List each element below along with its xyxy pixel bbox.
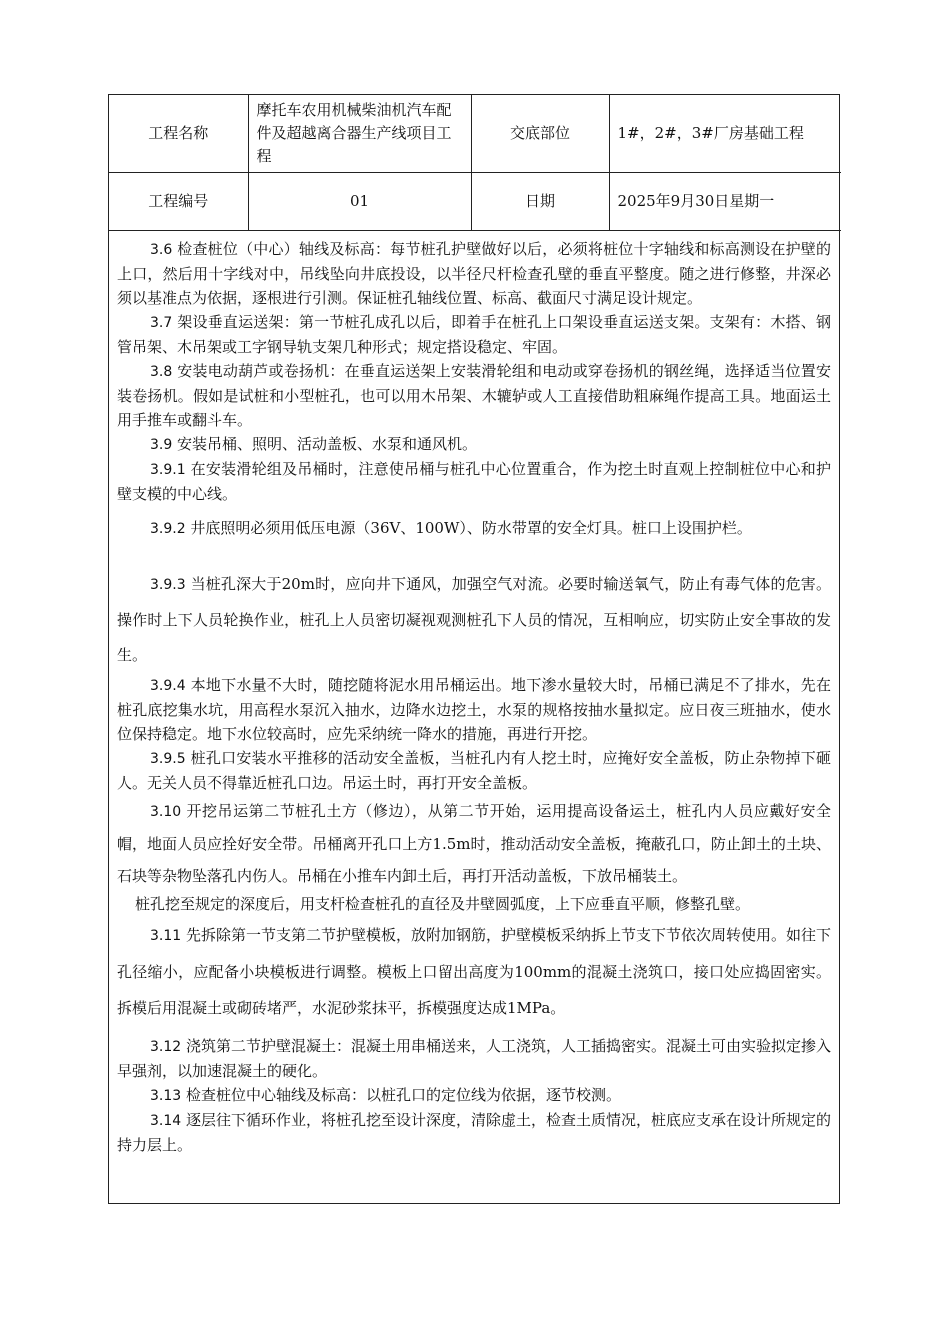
paragraph: 3.6 检查桩位（中心）轴线及标高：每节桩孔护壁做好以后，必须将桩位十字轴线和标高测设在护壁的上口，然后用十字线对中，吊线坠向井底投设，以半径尺杆检查孔壁的垂直平整度。随之进行修整，井深必须以基准点为依据，逐根进行引测。保证桩孔轴线位置、标高、截面尺寸满足设计规定。 xyxy=(117,239,831,307)
project-name-value: 摩托车农用机械柴油机汽车配件及超越离合器生产线项目工程 xyxy=(248,95,471,172)
position-label: 交底部位 xyxy=(471,95,609,172)
paragraph: 3.7 架设垂直运送架：第一节桩孔成孔以后，即着手在桩孔上口架设垂直运送支架。支架有：木搭、钢管吊架、木吊架或工字钢导轨支架几种形式；规定搭设稳定、牢固。 xyxy=(117,312,831,356)
paragraph: 3.12 浇筑第二节护壁混凝土：混凝土用串桶送来，人工浇筑，人工插捣密实。混凝土可由实验拟定掺入早强剂，以加速混凝土的硬化。 xyxy=(117,1036,831,1080)
disclosure-form xyxy=(108,94,840,1204)
paragraph: 3.9.4 本地下水量不大时，随挖随将泥水用吊桶运出。地下渗水量较大时，吊桶已满足不了排水，先在桩孔底挖集水坑，用高程水泵沉入抽水，边降水边挖土，水泵的规格按抽水量拟定。应日夜三班抽水，使水位保持稳定。地下水位较高时，应先采纳统一降水的措施，再进行开挖。 xyxy=(117,675,831,743)
paragraph: 3.9.5 桩孔口安装水平推移的活动安全盖板，当桩孔内有人挖土时，应掩好安全盖板，防止杂物掉下砸人。无关人员不得靠近桩孔口边。吊运土时，再打开安全盖板。 xyxy=(117,748,831,792)
project-no-value: 01 xyxy=(248,172,471,230)
paragraph: 3.14 逐层往下循环作业，将桩孔挖至设计深度，清除虚土，检查土质情况，桩底应支承在设计所规定的持力层上。 xyxy=(117,1110,831,1154)
paragraph: 桩孔挖至规定的深度后，用支杆检查桩孔的直径及井壁圆弧度，上下应垂直平顺，修整孔壁。 xyxy=(135,894,751,913)
paragraph: 3.8 安装电动葫芦或卷扬机：在垂直运送架上安装滑轮组和电动或穿卷扬机的钢丝绳，选择适当位置安装卷扬机。假如是试桩和小型桩孔，也可以用木吊架、木辘轳或人工直接借助粗麻绳作提高工具。地面运土用手推车或翻斗车。 xyxy=(117,361,831,429)
paragraph: 3.9 安装吊桶、照明、活动盖板、水泵和通风机。 xyxy=(150,434,478,453)
paragraph: 3.9.3 当桩孔深大于20m时，应向井下通风，加强空气对流。必要时输送氧气，防止有毒气体的危害。操作时上下人员轮换作业，桩孔上人员密切凝视观测桩孔下人员的情况，互相响应，切实防止安全事故的发生。 xyxy=(117,574,831,664)
paragraph: 3.13 检查桩位中心轴线及标高：以桩孔口的定位线为依据，逐节校测。 xyxy=(150,1085,621,1104)
paragraph: 3.10 开挖吊运第二节桩孔土方（修边），从第二节开始，运用提高设备运土，桩孔内人员应戴好安全帽，地面人员应拴好安全带。吊桶离开孔口上方1.5m时，推动活动安全盖板，掩蔽孔口，防止卸土的土块、石块等杂物坠落孔内伤人。吊桶在小推车内卸土后，再打开活动盖板，下放吊桶装土。 xyxy=(117,801,831,885)
position-value: 1#，2#，3#厂房基础工程 xyxy=(609,95,841,172)
paragraph: 3.11 先拆除第一节支第二节护壁模板，放附加钢筋，护壁模板采纳拆上节支下节依次周转使用。如往下孔径缩小，应配备小块模板进行调整。模板上口留出高度为100mm的混凝土浇筑口，接口处应捣固密实。拆模后用混凝土或砌砖堵严，水泥砂浆抹平，拆模强度达成1MPa。 xyxy=(117,925,831,1017)
date-label: 日期 xyxy=(471,172,609,230)
date-value: 2025年9月30日星期一 xyxy=(609,172,841,230)
project-no-label: 工程编号 xyxy=(109,172,248,230)
paragraph: 3.9.2 井底照明必须用低压电源（36V、100W）、防水带罩的安全灯具。桩口上设围护栏。 xyxy=(150,518,752,537)
header-table xyxy=(109,95,841,231)
body-text xyxy=(109,231,839,1157)
project-name-label: 工程名称 xyxy=(109,95,248,172)
paragraph: 3.9.1 在安装滑轮组及吊桶时，注意使吊桶与桩孔中心位置重合，作为挖土时直观上控制桩位中心和护壁支模的中心线。 xyxy=(117,459,831,503)
